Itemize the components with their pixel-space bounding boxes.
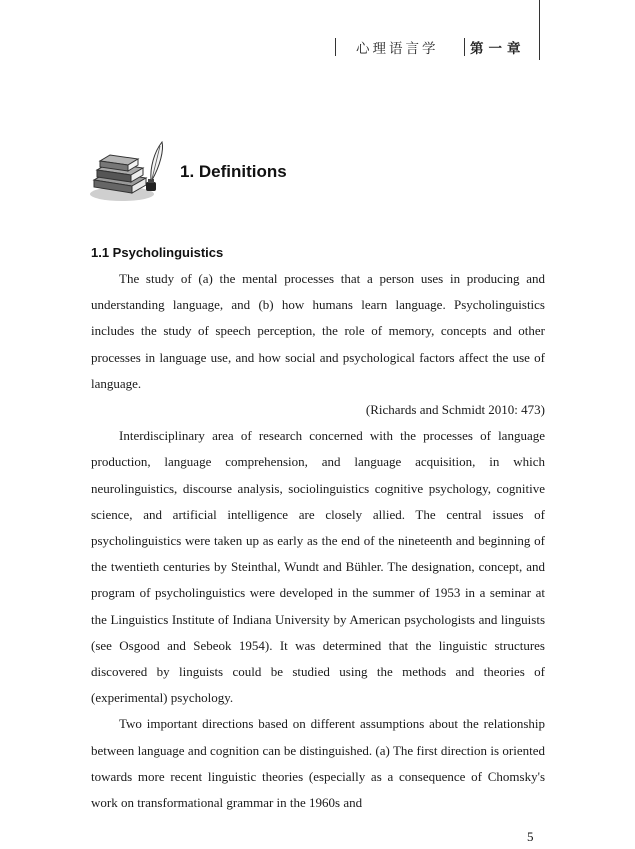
page-edge-rule [539, 0, 540, 60]
page-number: 5 [527, 829, 534, 844]
running-header [330, 36, 544, 58]
paragraph: The study of (a) the mental processes that a person uses in producing and understanding language, and (b) how humans learn language. Psycholinguistics includes the study of speech perception, the role of memory, concepts and other processes in language use, and how social and psychological factors affect the use of language. [91, 271, 545, 391]
body-text [91, 266, 545, 816]
section-heading: 1.1 Psycholinguistics [91, 245, 224, 260]
paragraph: Interdisciplinary area of research concerned with the processes of language production, language comprehension, and language acquisition, in which neurolinguistics, discourse analysis, sociolinguistics cognitive psychology, cognitive science, and artificial intelligence are closely allied. The central issues of psycholinguistics were taken up as early as the end of the nineteenth and beginning of the twentieth centuries by Steinthal, Wundt and Bühler. The designation, concept, and program of psycholinguistics were developed in the summer of 1953 in a seminar at the Linguistics Institute of Indiana University by American psychologists and linguists (see Osgood and Sebeok 1954). It was determined that the linguistic structures discovered by linguists could be studied using the methods and theories of (experimental) psychology. [91, 428, 545, 706]
chapter-title: 1. Definitions [180, 162, 287, 181]
header-book-title: 心理语言学 [356, 41, 439, 57]
paragraph: Two important directions based on different assumptions about the relationship between language and cognition can be distinguished. (a) The first direction is oriented towards more recent linguistic theories (especially as a consequence of Chomsky's work on transformational grammar in the 1960s and [91, 716, 545, 811]
citation: (Richards and Schmidt 2010: 473) [365, 402, 545, 418]
header-divider [464, 38, 465, 56]
header-divider [335, 38, 336, 56]
books-and-quill-icon [88, 140, 166, 204]
header-chapter-label: 第一章 [470, 41, 526, 57]
